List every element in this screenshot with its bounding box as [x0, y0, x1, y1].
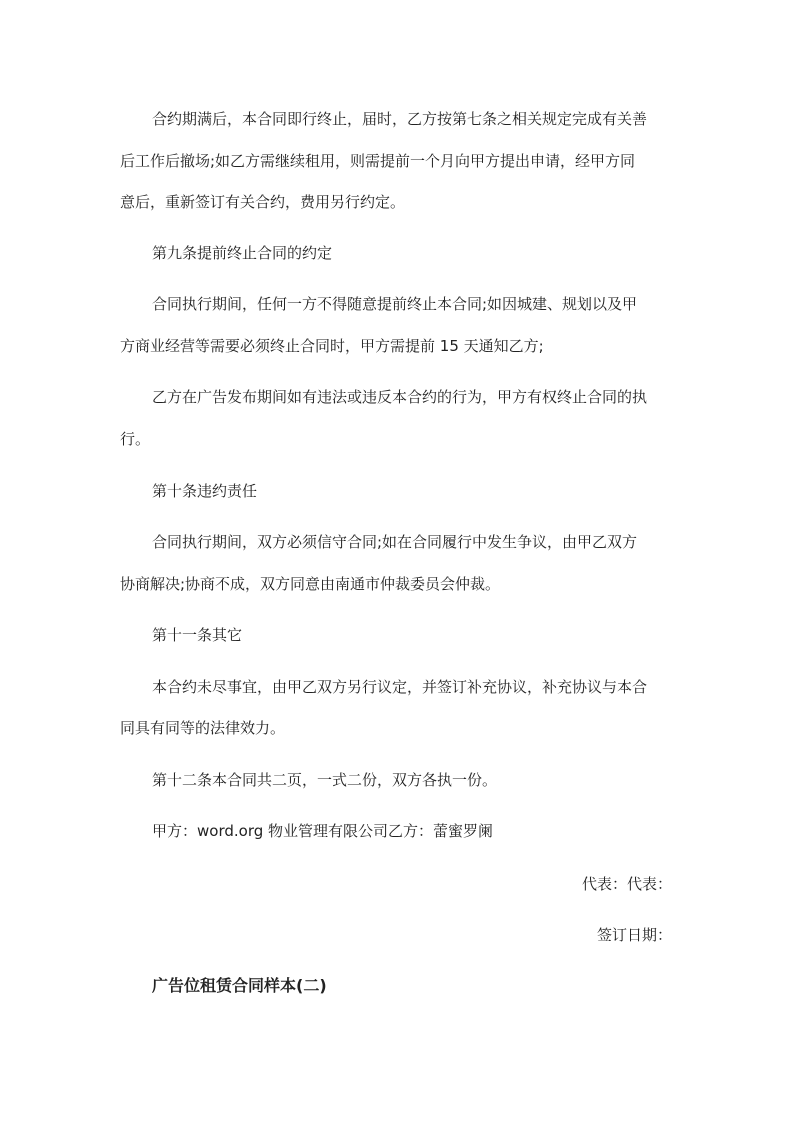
- paragraph-line: 协商解决;协商不成，双方同意由南通市仲裁委员会仲裁。: [120, 575, 501, 593]
- paragraph-line: 后工作后撤场;如乙方需继续租用，则需提前一个月向甲方提出申请，经甲方同: [120, 152, 636, 170]
- paragraph-line: 合约期满后，本合同即行终止，届时，乙方按第七条之相关规定完成有关善: [152, 110, 648, 128]
- document-page: [120, 0, 676, 1123]
- paragraph-line: 行。: [120, 430, 151, 448]
- paragraph-line: 乙方在广告发布期间如有违法或违反本合约的行为，甲方有权终止合同的执: [152, 388, 648, 406]
- parties-line: 甲方：word.org 物业管理有限公司乙方：蕾蜜罗阑: [152, 822, 494, 840]
- section-heading-9: 第九条提前终止合同的约定: [152, 244, 333, 262]
- paragraph-line: 同具有同等的法律效力。: [120, 719, 286, 737]
- section-heading-11: 第十一条其它: [152, 626, 243, 644]
- paragraph-line: 合同执行期间，双方必须信守合同;如在合同履行中发生争议，由甲乙双方: [152, 533, 638, 551]
- paragraph-line: 方商业经营等需要必须终止合同时，甲方需提前 15 天通知乙方;: [120, 337, 544, 355]
- representatives-line: 代表：代表：: [581, 875, 672, 893]
- paragraph-line: 合同执行期间，任何一方不得随意提前终止本合同;如因城建、规划以及甲: [152, 295, 638, 313]
- section-heading-12: 第十二条本合同共二页，一式二份，双方各执一份。: [152, 771, 498, 789]
- section-heading-10: 第十条违约责任: [152, 482, 258, 500]
- next-section-title: 广告位租赁合同样本(二): [152, 976, 327, 995]
- paragraph-line: 意后，重新签订有关合约，费用另行约定。: [120, 193, 406, 211]
- paragraph-line: 本合约未尽事宜，由甲乙双方另行议定，并签订补充协议，补充协议与本合: [152, 678, 648, 696]
- sign-date-line: 签订日期：: [596, 926, 672, 944]
